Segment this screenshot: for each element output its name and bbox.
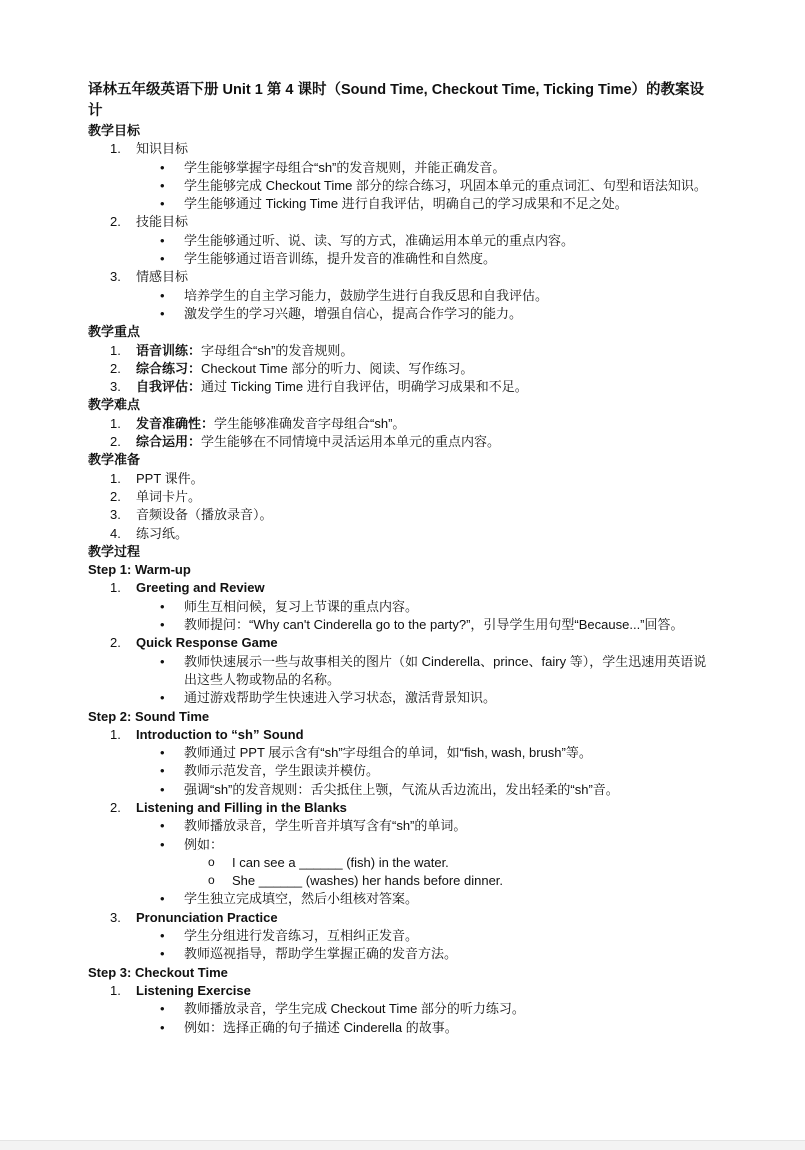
section-heading-difficulties: 教学难点 [88,397,141,413]
item-label: Listening and Filling in the Blanks [136,799,347,815]
list-item [88,579,718,597]
item-number: 1. [110,726,121,742]
item-number: 2. [110,635,121,651]
bullet-item: • 例如：选择正确的句子描述 Cinderella 的故事。 [88,1019,718,1037]
item-number: 2. [110,360,121,376]
list-item [88,909,718,927]
item-number: 4. [110,525,121,541]
bullet-item: • 强调“sh”的发音规则：舌尖抵住上颚，气流从舌边流出，发出轻柔的“sh”音。 [88,781,718,799]
bullet-item: • 例如： [88,836,718,854]
bullet-item: • 学生能够掌握字母组合“sh”的发音规则，并能正确发音。 [88,159,718,177]
item-number: 3. [110,379,121,395]
example-item: o She ______ (washes) her hands before dinner. [88,872,718,890]
bullet-item: • 激发学生的学习兴趣，增强自信心，提高合作学习的能力。 [88,305,718,323]
bullet-item: • 教师通过 PPT 展示含有“sh”字母组合的单词，如“fish, wash, brush”等。 [88,744,718,762]
item-text: Checkout Time 部分的听力、阅读、写作练习。 [201,360,474,376]
item-label: 自我评估： [136,379,202,395]
item-label: Quick Response Game [136,635,278,651]
list-item [88,378,718,396]
item-label: 语音训练： [136,342,202,358]
item-number: 2. [110,434,121,450]
keypoints-list [88,342,718,397]
bullet-item: • 教师示范发音，学生跟读并模仿。 [88,762,718,780]
step-title: Step 3: Checkout Time [88,964,228,980]
objectives-list [88,140,718,323]
bullet-item: • 学生能够通过语音训练，提升发音的准确性和自然度。 [88,250,718,268]
step1-list [88,579,718,707]
list-item [88,470,718,488]
step-title: Step 1: Warm-up [88,562,191,578]
section-heading-keypoints: 教学重点 [88,324,141,340]
list-item [88,726,718,744]
list-item [88,799,718,817]
bullet-item: • 教师播放录音，学生完成 Checkout Time 部分的听力练习。 [88,1000,718,1018]
item-number: 1. [110,580,121,596]
item-label: 情感目标 [136,269,189,285]
step3-list [88,982,718,1037]
bullet-item: • 学生分组进行发音练习，互相纠正发音。 [88,927,718,945]
list-item [88,360,718,378]
step2-list [88,726,718,964]
list-item [88,342,718,360]
item-label: 知识目标 [136,141,189,157]
item-number: 1. [110,982,121,998]
item-text: 通过 Ticking Time 进行自我评估，明确学习成果和不足。 [201,379,528,395]
item-label: 综合练习： [136,360,202,376]
document-title: 译林五年级英语下册 Unit 1 第 4 课时（Sound Time, Checkout Time, Ticking Time）的教案设计 [88,82,705,119]
bullet-item: • 学生能够通过 Ticking Time 进行自我评估，明确自己的学习成果和不足之处。 [88,195,718,213]
bullet-item: • 学生独立完成填空，然后小组核对答案。 [88,890,718,908]
bullet-item: • 教师巡视指导，帮助学生掌握正确的发音方法。 [88,945,718,963]
item-text: PPT 课件。 [136,470,204,486]
item-number: 1. [110,141,121,157]
item-number: 2. [110,214,121,230]
item-label: 发音准确性： [136,415,215,431]
list-item [88,634,718,652]
preparation-list [88,470,718,543]
list-item [88,415,718,433]
list-item [88,213,718,231]
item-label: Introduction to “sh” Sound [136,726,304,742]
section-heading-process: 教学过程 [88,543,141,559]
item-text: 练习纸。 [136,525,189,541]
bullet-item: • 教师播放录音，学生听音并填写含有“sh”的单词。 [88,817,718,835]
list-item [88,525,718,543]
document-content [88,80,718,1037]
bullet-item: • 教师快速展示一些与故事相关的图片（如 Cinderella、prince、fairy 等），学生迅速用英语说出这些人物或物品的名称。 [88,653,718,690]
step-title: Step 2: Sound Time [88,708,210,724]
item-number: 1. [110,470,121,486]
list-item [88,268,718,286]
list-item [88,488,718,506]
example-item: o I can see a ______ (fish) in the water. [88,854,718,872]
item-number: 1. [110,342,121,358]
bullet-item: • 通过游戏帮助学生快速进入学习状态，激活背景知识。 [88,689,718,707]
item-number: 1. [110,415,121,431]
item-number: 3. [110,507,121,523]
bullet-item: • 学生能够通过听、说、读、写的方式，准确运用本单元的重点内容。 [88,232,718,250]
list-item [88,506,718,524]
item-text: 音频设备（播放录音）。 [136,507,273,523]
item-label: Greeting and Review [136,580,265,596]
section-heading-objectives: 教学目标 [88,123,141,138]
difficulties-list [88,415,718,452]
bullet-item: • 教师提问：“Why can't Cinderella go to the party?”，引导学生用句型“Because...”回答。 [88,616,718,634]
item-number: 3. [110,909,121,925]
item-text: 学生能够在不同情境中灵活运用本单元的重点内容。 [201,434,501,450]
item-number: 2. [110,799,121,815]
item-number: 3. [110,269,121,285]
section-heading-preparation: 教学准备 [88,452,141,468]
list-item [88,433,718,451]
item-number: 2. [110,488,121,504]
item-text: 单词卡片。 [136,488,202,504]
item-label: Listening Exercise [136,982,251,998]
bullet-item: • 学生能够完成 Checkout Time 部分的综合练习，巩固本单元的重点词汇、句型和语法知识。 [88,177,718,195]
list-item [88,982,718,1000]
item-text: 学生能够准确发音字母组合“sh”。 [214,415,406,431]
item-label: 综合运用： [136,434,202,450]
item-label: Pronunciation Practice [136,909,278,925]
list-item [88,140,718,158]
bullet-item: • 培养学生的自主学习能力，鼓励学生进行自我反思和自我评估。 [88,287,718,305]
item-label: 技能目标 [136,214,189,230]
bullet-item: • 师生互相问候，复习上节课的重点内容。 [88,598,718,616]
item-text: 字母组合“sh”的发音规则。 [201,342,354,358]
